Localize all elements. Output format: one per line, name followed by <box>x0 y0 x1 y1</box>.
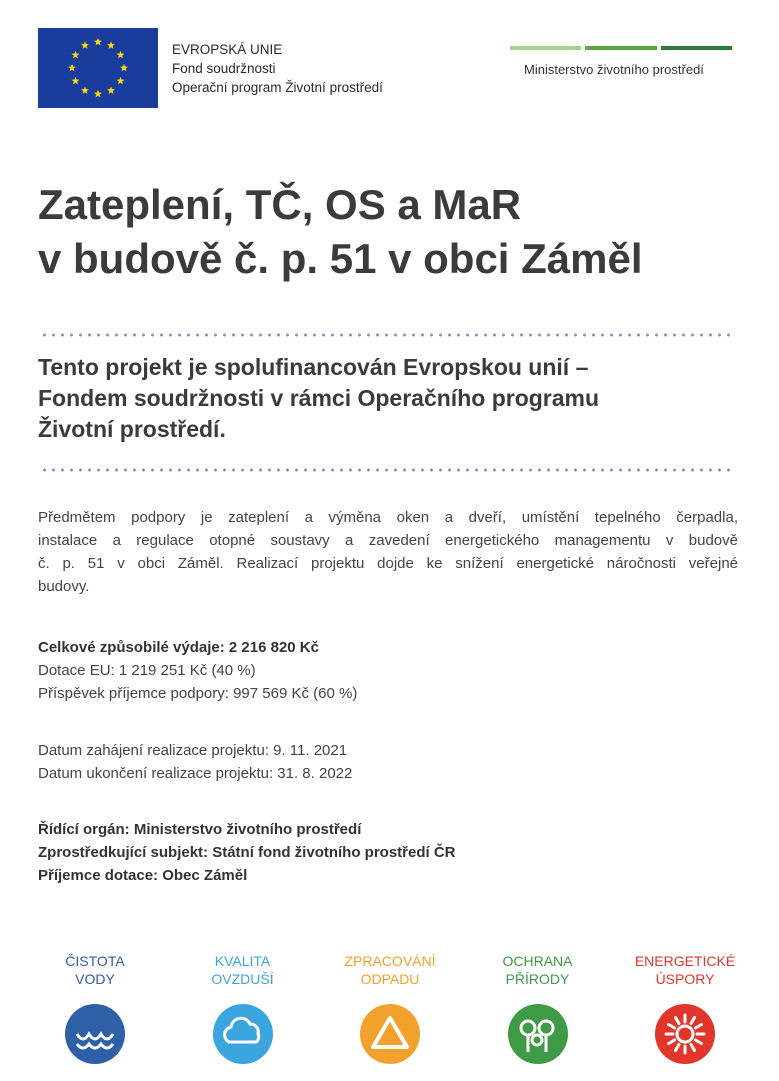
managing-authority: Řídící orgán: Ministerstvo životního prostředí <box>38 821 362 838</box>
sun-ray <box>669 1040 675 1044</box>
eu-star <box>117 51 125 59</box>
sun-ray <box>676 1018 680 1024</box>
eu-stars-icon <box>38 28 158 108</box>
eu-star <box>81 86 89 94</box>
eu-star <box>107 41 115 49</box>
category-label-line-2: VODY <box>75 971 115 987</box>
costs-block <box>38 636 357 705</box>
eu-flag-logo <box>38 28 158 108</box>
category-label-line-2: PŘÍRODY <box>505 971 570 987</box>
description-line-2: instalace a regulace otopné soustavy a zavedení energetického managementu v budově <box>38 532 738 549</box>
ministry-color-bars <box>510 46 732 50</box>
subtitle-line-3: Životní prostředí. <box>38 416 226 442</box>
sun-ray <box>691 1044 695 1050</box>
category-label <box>178 952 308 996</box>
total-costs: Celkové způsobilé výdaje: 2 216 820 Kč <box>38 639 319 656</box>
subtitle-line-2: Fondem soudržnosti v rámci Operačního programu <box>38 385 600 411</box>
category-label-line-2: ODPADU <box>360 971 420 987</box>
title-line-2: v budově č. p. 51 v obci Záměl <box>38 235 643 282</box>
ministry-bar-1 <box>510 46 581 50</box>
category-label-line-1: ČISTOTA <box>65 953 125 969</box>
category-label-line-1: OCHRANA <box>502 953 573 969</box>
sun-ray <box>695 1025 701 1029</box>
description-line-4: budovy. <box>38 578 90 595</box>
page-title <box>38 178 758 286</box>
category-label-line-1: KVALITA <box>214 953 271 969</box>
ministry-bar-3 <box>661 46 732 50</box>
roles-block <box>38 818 456 887</box>
eu-star <box>120 64 128 72</box>
category-label <box>620 952 750 996</box>
water-waves-icon <box>65 1004 125 1064</box>
eu-star <box>107 86 115 94</box>
sun-ray <box>695 1040 701 1044</box>
category-label-line-2: ÚSPORY <box>655 971 715 987</box>
eu-star <box>94 38 102 46</box>
description-line-3: č. p. 51 v obci Záměl. Realizací projektu dojde ke snížení energetické náročnosti veřejné <box>38 555 738 572</box>
program-categories <box>30 952 750 1064</box>
sun-icon <box>655 1004 715 1064</box>
subtitle-line-1: Tento projekt je spolufinancován Evropskou unií – <box>38 354 589 380</box>
category-waste <box>325 952 455 1064</box>
eu-star <box>81 41 89 49</box>
title-line-1: Zateplení, TČ, OS a MaR <box>38 181 522 228</box>
category-water <box>30 952 160 1064</box>
category-label <box>325 952 455 996</box>
eu-fund-text <box>172 40 383 97</box>
eu-line-3: Operační program Životní prostředí <box>172 80 383 95</box>
eu-star <box>117 77 125 85</box>
eu-line-2: Fond soudržnosti <box>172 61 276 76</box>
category-nature <box>473 952 603 1064</box>
dotted-divider-top <box>40 333 734 337</box>
eu-star <box>71 77 79 85</box>
category-energy <box>620 952 750 1064</box>
sun-ray <box>691 1018 695 1024</box>
sun-ray <box>669 1025 675 1029</box>
sun-ray <box>676 1044 680 1050</box>
dates-block <box>38 739 352 785</box>
intermediate-body: Zprostředkující subjekt: Státní fond životního prostředí ČR <box>38 844 456 861</box>
category-air <box>178 952 308 1064</box>
end-date: Datum ukončení realizace projektu: 31. 8. 2022 <box>38 765 353 782</box>
eu-line-1: EVROPSKÁ UNIE <box>172 42 283 57</box>
category-label-line-2: OVZDUŠÍ <box>211 971 274 987</box>
start-date: Datum zahájení realizace projektu: 9. 11. 2021 <box>38 742 348 759</box>
description-line-1: Předmětem podpory je zateplení a výměna oken a dveří, umístění tepelného čerpadla, <box>38 509 738 526</box>
eu-star <box>68 64 76 72</box>
grant-recipient: Příjemce dotace: Obec Záměl <box>38 867 248 884</box>
eu-grant: Dotace EU: 1 219 251 Kč (40 %) <box>38 662 256 679</box>
category-label <box>473 952 603 996</box>
category-label <box>30 952 160 996</box>
category-label-line-1: ENERGETICKÉ <box>634 953 736 969</box>
cofinancing-statement <box>38 352 748 445</box>
ministry-logo <box>510 46 732 77</box>
eu-star <box>71 51 79 59</box>
category-label-line-1: ZPRACOVÁNÍ <box>344 953 436 969</box>
ministry-bar-2 <box>585 46 656 50</box>
project-description <box>38 506 738 598</box>
eu-star <box>94 90 102 98</box>
dotted-divider-bottom <box>40 468 734 472</box>
recycle-triangle-icon <box>360 1004 420 1064</box>
trees-icon <box>508 1004 568 1064</box>
recipient-contribution: Příspěvek příjemce podpory: 997 569 Kč (60 %) <box>38 685 358 702</box>
ministry-name: Ministerstvo životního prostředí <box>524 62 704 77</box>
cloud-icon <box>213 1004 273 1064</box>
